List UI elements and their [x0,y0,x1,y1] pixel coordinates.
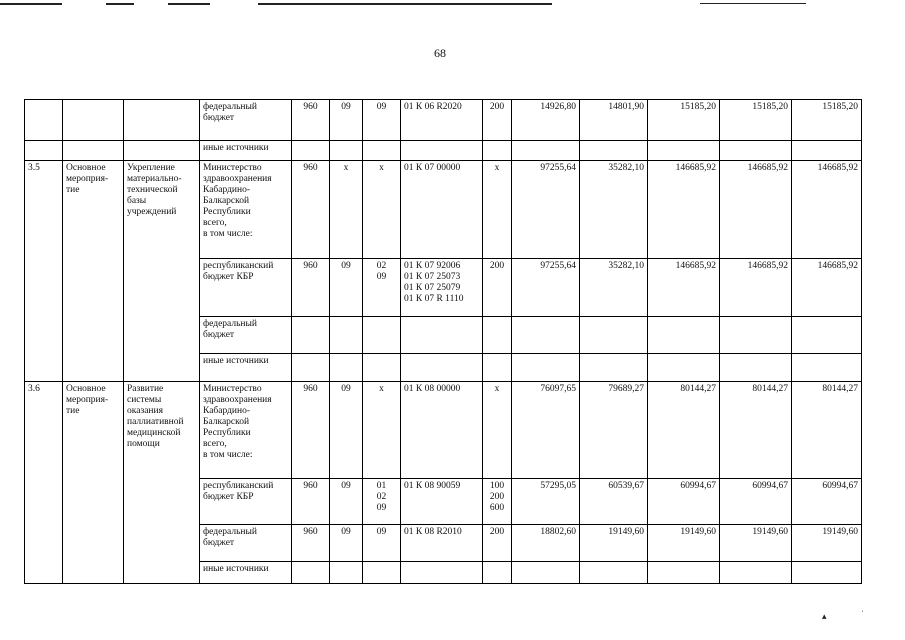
table-row [25,161,862,259]
year-5-amount-cell [792,317,862,354]
budget-table [24,99,862,584]
subsection-code-cell: 09 [363,525,401,562]
funding-source-cell: федеральный бюджет [200,100,292,141]
year-1-amount-cell [512,141,580,161]
subsection-code-cell: х [363,382,401,479]
year-5-amount-cell: 60994,67 [792,479,862,525]
year-5-amount-cell [792,562,862,584]
section-code-cell: 09 [330,382,363,479]
year-1-amount-cell: 97255,64 [512,259,580,317]
year-3-amount-cell: 80144,27 [648,382,720,479]
event-type-cell [63,141,124,161]
funding-source-cell: республиканский бюджет КБР [200,259,292,317]
event-name-cell: Укрепление материально- технической базы учреждений [124,161,200,382]
funding-source-cell: федеральный бюджет [200,317,292,354]
year-3-amount-cell [648,562,720,584]
year-2-amount-cell: 14801,90 [580,100,648,141]
subsection-code-cell [363,354,401,382]
year-5-amount-cell: 15185,20 [792,100,862,141]
target-article-cell: 01 К 08 00000 [401,382,483,479]
row-number-cell: 3.6 [25,382,63,584]
year-4-amount-cell [720,141,792,161]
year-1-amount-cell [512,562,580,584]
year-5-amount-cell: 80144,27 [792,382,862,479]
event-name-cell: Развитие системы оказания паллиативной медицинской помощи [124,382,200,584]
grbs-code-cell: 960 [292,479,330,525]
expense-type-cell [483,562,512,584]
target-article-cell [401,317,483,354]
event-type-cell: Основное мероприя- тие [63,382,124,584]
scan-top-line [700,3,806,4]
year-5-amount-cell [792,141,862,161]
grbs-code-cell [292,317,330,354]
scan-artifact-mark: ˈ [861,609,864,619]
year-4-amount-cell: 60994,67 [720,479,792,525]
subsection-code-cell: 01 02 09 [363,479,401,525]
target-article-cell [401,562,483,584]
table-row [25,141,862,161]
subsection-code-cell [363,562,401,584]
scan-top-line [258,3,552,5]
year-2-amount-cell [580,317,648,354]
year-1-amount-cell: 76097,65 [512,382,580,479]
section-code-cell: 09 [330,479,363,525]
year-2-amount-cell: 60539,67 [580,479,648,525]
funding-source-cell: Министерство здравоохранения Кабардино- Балкарской Республики всего, в том числе: [200,161,292,259]
year-3-amount-cell: 19149,60 [648,525,720,562]
scan-artifact-mark: ▴ [822,611,827,621]
section-code-cell: 09 [330,259,363,317]
target-article-cell: 01 К 06 R2020 [401,100,483,141]
year-4-amount-cell: 146685,92 [720,259,792,317]
grbs-code-cell [292,354,330,382]
subsection-code-cell: х [363,161,401,259]
section-code-cell: х [330,161,363,259]
year-3-amount-cell [648,317,720,354]
subsection-code-cell [363,317,401,354]
year-1-amount-cell: 18802,60 [512,525,580,562]
year-5-amount-cell [792,354,862,382]
year-1-amount-cell: 57295,05 [512,479,580,525]
funding-source-cell: иные источники [200,141,292,161]
year-2-amount-cell [580,562,648,584]
year-5-amount-cell: 146685,92 [792,259,862,317]
year-3-amount-cell: 146685,92 [648,259,720,317]
target-article-cell: 01 К 07 92006 01 К 07 25073 01 К 07 25079 01 К 07 R 1110 [401,259,483,317]
section-code-cell [330,562,363,584]
subsection-code-cell: 02 09 [363,259,401,317]
expense-type-cell: х [483,161,512,259]
expense-type-cell: 200 [483,259,512,317]
year-3-amount-cell: 146685,92 [648,161,720,259]
year-2-amount-cell: 79689,27 [580,382,648,479]
year-3-amount-cell: 60994,67 [648,479,720,525]
section-code-cell: 09 [330,100,363,141]
year-4-amount-cell: 15185,20 [720,100,792,141]
table-row [25,382,862,479]
year-4-amount-cell: 19149,60 [720,525,792,562]
subsection-code-cell [363,141,401,161]
year-2-amount-cell [580,354,648,382]
year-4-amount-cell [720,354,792,382]
year-5-amount-cell: 19149,60 [792,525,862,562]
funding-source-cell: Министерство здравоохранения Кабардино- Балкарской Республики всего, в том числе: [200,382,292,479]
event-name-cell [124,100,200,141]
year-2-amount-cell: 35282,10 [580,161,648,259]
event-name-cell [124,141,200,161]
expense-type-cell: х [483,382,512,479]
year-4-amount-cell [720,562,792,584]
table-row [25,100,862,141]
year-4-amount-cell: 146685,92 [720,161,792,259]
target-article-cell [401,141,483,161]
section-code-cell [330,141,363,161]
section-code-cell [330,317,363,354]
row-number-cell [25,141,63,161]
row-number-cell [25,100,63,141]
target-article-cell [401,354,483,382]
subsection-code-cell: 09 [363,100,401,141]
year-3-amount-cell [648,354,720,382]
grbs-code-cell: 960 [292,161,330,259]
grbs-code-cell: 960 [292,382,330,479]
grbs-code-cell [292,562,330,584]
expense-type-cell [483,354,512,382]
year-4-amount-cell: 80144,27 [720,382,792,479]
year-2-amount-cell [580,141,648,161]
target-article-cell: 01 К 08 90059 [401,479,483,525]
year-3-amount-cell: 15185,20 [648,100,720,141]
year-3-amount-cell [648,141,720,161]
grbs-code-cell: 960 [292,525,330,562]
scan-top-line [168,3,210,5]
year-2-amount-cell: 35282,10 [580,259,648,317]
target-article-cell: 01 К 07 00000 [401,161,483,259]
grbs-code-cell [292,141,330,161]
funding-source-cell: иные источники [200,562,292,584]
event-type-cell [63,100,124,141]
year-1-amount-cell: 14926,80 [512,100,580,141]
expense-type-cell [483,141,512,161]
section-code-cell [330,354,363,382]
grbs-code-cell: 960 [292,100,330,141]
scan-top-line [106,3,134,5]
year-1-amount-cell: 97255,64 [512,161,580,259]
page-number: 68 [434,46,446,60]
year-1-amount-cell [512,317,580,354]
year-4-amount-cell [720,317,792,354]
scan-top-line [0,3,62,5]
expense-type-cell: 100 200 600 [483,479,512,525]
grbs-code-cell: 960 [292,259,330,317]
expense-type-cell [483,317,512,354]
expense-type-cell: 200 [483,525,512,562]
event-type-cell: Основное мероприя- тие [63,161,124,382]
year-1-amount-cell [512,354,580,382]
funding-source-cell: республиканский бюджет КБР [200,479,292,525]
year-5-amount-cell: 146685,92 [792,161,862,259]
row-number-cell: 3.5 [25,161,63,382]
target-article-cell: 01 К 08 R2010 [401,525,483,562]
expense-type-cell: 200 [483,100,512,141]
section-code-cell: 09 [330,525,363,562]
funding-source-cell: федеральный бюджет [200,525,292,562]
funding-source-cell: иные источники [200,354,292,382]
year-2-amount-cell: 19149,60 [580,525,648,562]
